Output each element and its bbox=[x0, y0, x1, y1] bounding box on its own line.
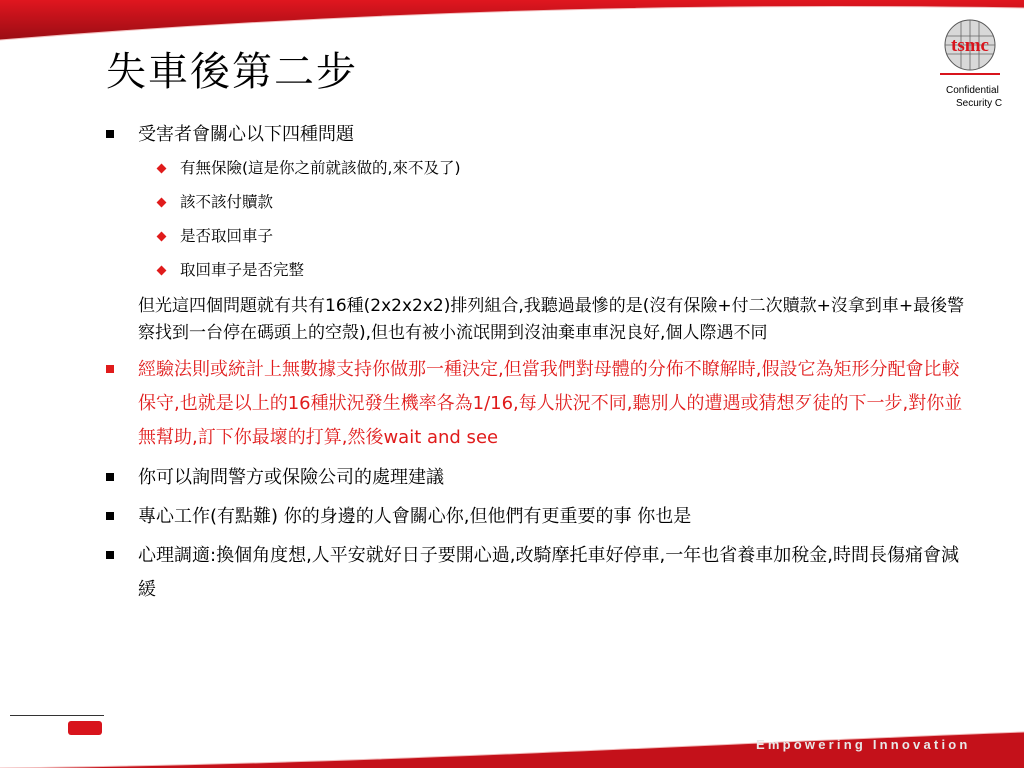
diamond-bullet-icon bbox=[157, 198, 167, 208]
bullet-text: 經驗法則或統計上無數據支持你做那一種決定,但當我們對母體的分佈不瞭解時,假設它為矩形分配會比較保守,也就是以上的16種狀況發生機率各為1/16,每人狀況不同,聽別人的遭遇或猜想歹徒的下一步,對你並無幫助,訂下你最壞的打算,然後wait and see bbox=[138, 359, 963, 448]
bullet-text: 心理調適:換個角度想,人平安就好日子要開心過,改騎摩托車好停車,一年也省養車加稅金,時間長傷痛會減緩 bbox=[138, 545, 959, 600]
bullet-2 bbox=[106, 353, 976, 455]
sub-bullet-3 bbox=[106, 219, 976, 253]
square-bullet-icon bbox=[106, 512, 114, 520]
sub-bullet-text: 有無保險(這是你之前就該做的,來不及了) bbox=[180, 159, 461, 177]
bullet-text: 受害者會關心以下四種問題 bbox=[138, 124, 354, 145]
diamond-bullet-icon bbox=[157, 266, 167, 276]
sub-bullet-4 bbox=[106, 253, 976, 287]
bullet-5 bbox=[106, 539, 976, 607]
tagline: Empowering Innovation bbox=[756, 737, 971, 752]
confidential-label bbox=[938, 84, 1020, 110]
slide-title: 失車後第二步 bbox=[106, 49, 358, 95]
diamond-bullet-icon bbox=[157, 164, 167, 174]
square-bullet-icon bbox=[106, 473, 114, 481]
square-bullet-icon bbox=[106, 551, 114, 559]
sub-bullet-text: 該不該付贖款 bbox=[180, 193, 274, 211]
sub-bullet-1 bbox=[106, 151, 976, 185]
sub-bullet-2 bbox=[106, 185, 976, 219]
tsmc-logo bbox=[935, 18, 1005, 80]
explanation-paragraph: 但光這四個問題就有共有16種(2x2x2x2)排列組合,我聽過最慘的是(沒有保險+付二次贖款+沒拿到車+最後警察找到一台停在碼頭上的空殼),但也有被小流氓開到沒油棄車車況良好,個人際遇不同 bbox=[138, 296, 965, 343]
footer-rule bbox=[10, 715, 104, 716]
sub-bullet-text: 是否取回車子 bbox=[180, 227, 274, 245]
sub-bullet-text: 取回車子是否完整 bbox=[180, 261, 305, 279]
confidential-line1: Confidential bbox=[946, 85, 999, 96]
square-bullet-icon bbox=[106, 130, 114, 138]
slide-body bbox=[106, 118, 976, 607]
bullet-text: 專心工作(有點難) 你的身邊的人會關心你,但他們有更重要的事 你也是 bbox=[138, 506, 692, 527]
bullet-text: 你可以詢問警方或保險公司的處理建議 bbox=[138, 467, 444, 488]
square-bullet-icon bbox=[106, 365, 114, 373]
diamond-bullet-icon bbox=[157, 232, 167, 242]
confidential-line2: Security C bbox=[956, 98, 1003, 109]
bullet-4 bbox=[106, 500, 976, 533]
bullet-3 bbox=[106, 461, 976, 494]
svg-text:tsmc: tsmc bbox=[951, 35, 989, 56]
bullet-1 bbox=[106, 118, 976, 151]
